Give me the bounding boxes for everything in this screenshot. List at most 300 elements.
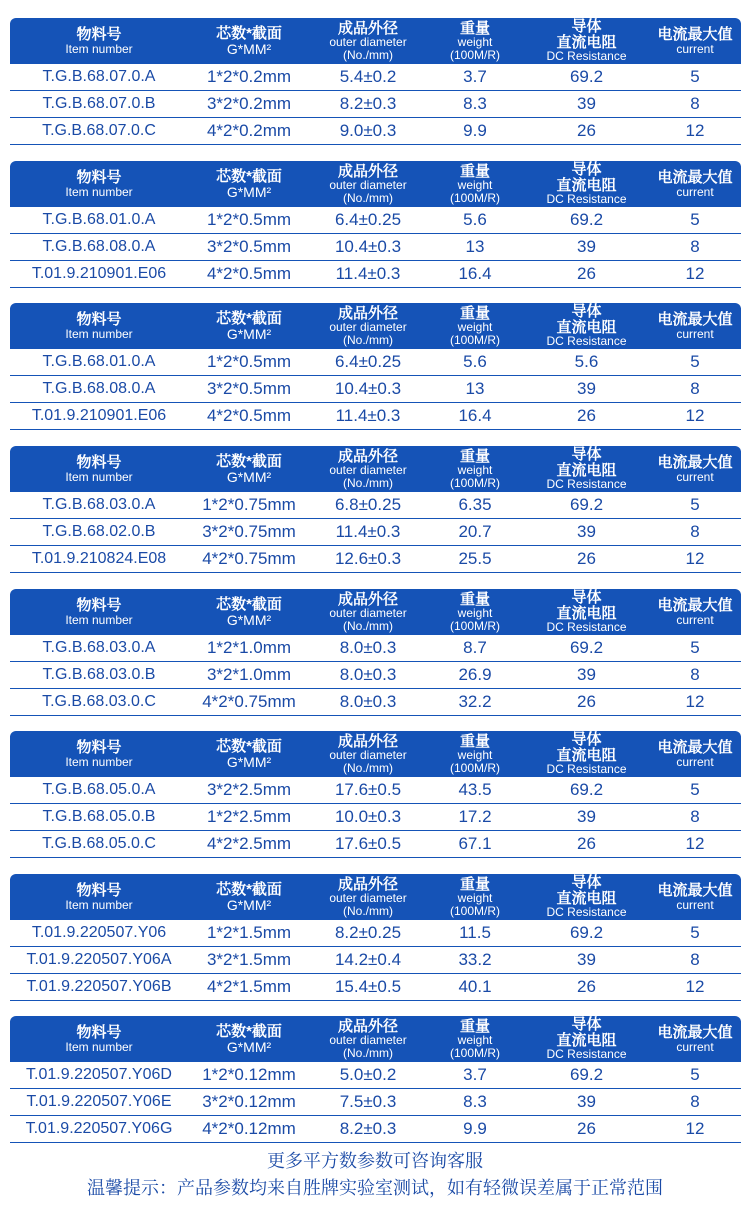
- header-label: current: [676, 1039, 714, 1054]
- cell-item-number: T.G.B.68.03.0.C: [42, 693, 156, 710]
- header-label: (100M/R): [449, 760, 500, 775]
- spec-table: [10, 446, 741, 573]
- header-outer-diameter: [310, 446, 426, 492]
- header-label: weight: [457, 35, 493, 50]
- header-label: 芯数*截面: [216, 309, 282, 327]
- header-item-number: [10, 18, 188, 64]
- cell-core-section: 4*2*0.75mm: [202, 549, 296, 568]
- cell-dc-resistance: 39: [577, 950, 596, 969]
- cell-core-section: 3*2*1.5mm: [206, 950, 292, 969]
- table-row: [10, 403, 741, 430]
- header-item-number: [10, 161, 188, 207]
- cell-outer-diameter: 6.4±0.25: [334, 352, 402, 371]
- header-label: 物料号: [76, 596, 122, 614]
- header-label: G*MM²: [226, 183, 272, 200]
- table-row: [10, 207, 741, 234]
- header-label: Item number: [65, 754, 133, 769]
- header-label: DC Resistance: [546, 620, 627, 635]
- cell-max-current: 12: [685, 1119, 705, 1138]
- cell-core-section: 1*2*0.2mm: [206, 67, 292, 86]
- header-max-current: [649, 731, 741, 777]
- header-label: Item number: [65, 41, 133, 56]
- table-row: [10, 376, 741, 403]
- header-label: 成品外径: [337, 1017, 398, 1035]
- cell-dc-resistance: 39: [577, 665, 596, 684]
- header-label: 重量: [459, 875, 490, 893]
- cell-outer-diameter: 5.0±0.2: [339, 1065, 397, 1084]
- header-label: 直流电阻: [556, 889, 617, 907]
- cell-max-current: 8: [690, 807, 700, 826]
- spec-table: [10, 18, 741, 145]
- header-label: Item number: [65, 897, 133, 912]
- cell-item-number: T.G.B.68.07.0.C: [42, 122, 156, 139]
- header-core-section: [188, 589, 310, 635]
- table-row: [10, 635, 741, 662]
- cell-dc-resistance: 39: [577, 237, 596, 256]
- cell-dc-resistance: 26: [577, 977, 596, 996]
- cell-outer-diameter: 8.2±0.25: [334, 923, 402, 942]
- header-label: 电流最大值: [657, 168, 733, 186]
- footer-note: 温馨提示：产品参数均来自胜牌实验室测试，如有轻微误差属于正常范围: [87, 1178, 663, 1198]
- header-outer-diameter: [310, 1016, 426, 1062]
- cell-outer-diameter: 8.0±0.3: [339, 692, 397, 711]
- cell-core-section: 1*2*0.12mm: [202, 1065, 296, 1084]
- header-item-number: [10, 303, 188, 349]
- header-weight: [426, 18, 524, 64]
- header-label: current: [676, 754, 714, 769]
- table-row: [10, 831, 741, 858]
- cell-core-section: 3*2*2.5mm: [206, 780, 292, 799]
- header-label: DC Resistance: [546, 1047, 627, 1062]
- cell-dc-resistance: 39: [577, 1092, 596, 1111]
- cell-weight: 6.35: [458, 495, 492, 514]
- header-label: (No./mm): [343, 760, 393, 775]
- cell-item-number: T.G.B.68.08.0.A: [42, 238, 156, 255]
- header-label: G*MM²: [226, 753, 272, 770]
- table-row: [10, 519, 741, 546]
- cell-outer-diameter: 17.6±0.5: [334, 780, 402, 799]
- header-dc-resistance: [524, 446, 649, 492]
- cell-weight: 5.6: [463, 352, 487, 371]
- cell-weight: 25.5: [458, 549, 492, 568]
- header-dc-resistance: [524, 18, 649, 64]
- table-row: [10, 1116, 741, 1143]
- header-label: weight: [457, 320, 493, 335]
- header-dc-resistance: [524, 874, 649, 920]
- cell-weight: 67.1: [458, 834, 492, 853]
- table-header: [10, 446, 741, 492]
- cell-dc-resistance: 69.2: [569, 495, 604, 514]
- spec-table: [10, 874, 741, 1001]
- header-label: current: [676, 612, 714, 627]
- cell-weight: 16.4: [458, 264, 492, 283]
- header-label: (No./mm): [343, 332, 393, 347]
- table-row: [10, 492, 741, 519]
- cell-item-number: T.G.B.68.07.0.B: [42, 95, 156, 112]
- header-label: DC Resistance: [546, 477, 627, 492]
- cell-weight: 40.1: [458, 977, 492, 996]
- cell-max-current: 5: [690, 495, 700, 514]
- cell-weight: 32.2: [458, 692, 492, 711]
- header-label: 直流电阻: [556, 604, 617, 622]
- header-label: current: [676, 41, 714, 56]
- cell-dc-resistance: 26: [577, 549, 596, 568]
- cell-outer-diameter: 9.0±0.3: [339, 121, 397, 140]
- header-dc-resistance: [524, 161, 649, 207]
- table-row: [10, 777, 741, 804]
- cell-outer-diameter: 10.4±0.3: [334, 237, 402, 256]
- cell-item-number: T.01.9.220507.Y06B: [26, 978, 172, 995]
- header-outer-diameter: [310, 731, 426, 777]
- cell-item-number: T.G.B.68.07.0.A: [42, 68, 156, 85]
- cell-weight: 8.7: [463, 638, 487, 657]
- cell-dc-resistance: 69.2: [569, 1065, 604, 1084]
- cell-outer-diameter: 14.2±0.4: [334, 950, 402, 969]
- cell-max-current: 8: [690, 94, 700, 113]
- header-label: 重量: [459, 447, 490, 465]
- header-label: 导体: [571, 873, 602, 891]
- cell-outer-diameter: 11.4±0.3: [335, 264, 401, 283]
- header-outer-diameter: [310, 589, 426, 635]
- header-label: (100M/R): [449, 190, 500, 205]
- cell-outer-diameter: 6.8±0.25: [334, 495, 402, 514]
- header-label: 重量: [459, 732, 490, 750]
- cell-core-section: 4*2*1.5mm: [206, 977, 292, 996]
- cell-core-section: 1*2*1.5mm: [206, 923, 292, 942]
- cell-max-current: 8: [690, 522, 700, 541]
- header-label: (No./mm): [343, 475, 393, 490]
- header-label: weight: [457, 1033, 493, 1048]
- header-label: 重量: [459, 304, 490, 322]
- cell-item-number: T.G.B.68.03.0.B: [42, 666, 156, 683]
- header-item-number: [10, 589, 188, 635]
- header-dc-resistance: [524, 303, 649, 349]
- header-label: 电流最大值: [657, 453, 733, 471]
- header-label: 电流最大值: [657, 25, 733, 43]
- cell-core-section: 4*2*0.75mm: [202, 692, 296, 711]
- cell-core-section: 1*2*1.0mm: [206, 638, 292, 657]
- spec-table: [10, 589, 741, 716]
- table-header: [10, 303, 741, 349]
- header-label: DC Resistance: [546, 905, 627, 920]
- header-label: 成品外径: [337, 732, 398, 750]
- table-row: [10, 546, 741, 573]
- table-row: [10, 64, 741, 91]
- cell-max-current: 8: [690, 1092, 700, 1111]
- cell-core-section: 1*2*0.75mm: [202, 495, 296, 514]
- cell-dc-resistance: 39: [577, 94, 596, 113]
- header-label: (100M/R): [449, 332, 500, 347]
- cell-outer-diameter: 11.4±0.3: [335, 522, 401, 541]
- cell-max-current: 5: [690, 923, 700, 942]
- header-label: 电流最大值: [657, 881, 733, 899]
- header-label: (No./mm): [343, 618, 393, 633]
- header-label: 成品外径: [337, 447, 398, 465]
- header-dc-resistance: [524, 731, 649, 777]
- header-max-current: [649, 874, 741, 920]
- header-label: (No./mm): [343, 47, 393, 62]
- header-label: 成品外径: [337, 590, 398, 608]
- cell-max-current: 5: [690, 780, 700, 799]
- header-weight: [426, 303, 524, 349]
- header-outer-diameter: [310, 303, 426, 349]
- cell-item-number: T.G.B.68.03.0.A: [42, 639, 156, 656]
- header-label: DC Resistance: [546, 192, 627, 207]
- cell-dc-resistance: 26: [577, 264, 596, 283]
- header-label: G*MM²: [226, 896, 272, 913]
- header-label: DC Resistance: [546, 334, 627, 349]
- header-label: outer diameter: [329, 748, 407, 763]
- header-label: (No./mm): [343, 1045, 393, 1060]
- header-label: 芯数*截面: [216, 595, 282, 613]
- cell-weight: 16.4: [458, 406, 492, 425]
- cell-outer-diameter: 10.0±0.3: [334, 807, 402, 826]
- header-label: 直流电阻: [556, 33, 617, 51]
- header-label: weight: [457, 891, 493, 906]
- cell-core-section: 4*2*0.5mm: [206, 264, 292, 283]
- cell-weight: 11.5: [459, 923, 491, 942]
- cell-core-section: 1*2*0.5mm: [206, 210, 292, 229]
- header-label: weight: [457, 463, 493, 478]
- header-label: 成品外径: [337, 162, 398, 180]
- header-label: G*MM²: [226, 468, 272, 485]
- cell-dc-resistance: 26: [577, 121, 596, 140]
- cell-dc-resistance: 69.2: [569, 67, 604, 86]
- header-label: 物料号: [76, 310, 122, 328]
- cell-item-number: T.G.B.68.03.0.A: [42, 496, 156, 513]
- header-label: 直流电阻: [556, 176, 617, 194]
- cell-weight: 8.3: [463, 94, 487, 113]
- header-label: 电流最大值: [657, 596, 733, 614]
- header-core-section: [188, 18, 310, 64]
- cell-max-current: 5: [690, 67, 700, 86]
- cell-dc-resistance: 26: [577, 1119, 596, 1138]
- header-label: 物料号: [76, 25, 122, 43]
- header-weight: [426, 1016, 524, 1062]
- cell-outer-diameter: 5.4±0.2: [339, 67, 397, 86]
- header-label: 物料号: [76, 168, 122, 186]
- cell-outer-diameter: 8.2±0.3: [339, 1119, 397, 1138]
- cell-core-section: 3*2*0.5mm: [206, 237, 292, 256]
- header-label: current: [676, 184, 714, 199]
- header-label: 物料号: [76, 881, 122, 899]
- cell-core-section: 4*2*0.2mm: [206, 121, 292, 140]
- table-header: [10, 1016, 741, 1062]
- table-row: [10, 947, 741, 974]
- header-label: 导体: [571, 730, 602, 748]
- cell-weight: 5.6: [463, 210, 487, 229]
- cell-core-section: 3*2*0.5mm: [206, 379, 292, 398]
- header-label: (No./mm): [343, 190, 393, 205]
- header-label: Item number: [65, 1039, 133, 1054]
- cell-outer-diameter: 8.0±0.3: [339, 638, 397, 657]
- cell-weight: 33.2: [458, 950, 492, 969]
- cell-weight: 9.9: [463, 121, 487, 140]
- cell-outer-diameter: 7.5±0.3: [339, 1092, 397, 1111]
- cell-item-number: T.G.B.68.02.0.B: [42, 523, 156, 540]
- header-core-section: [188, 446, 310, 492]
- header-core-section: [188, 874, 310, 920]
- cell-core-section: 1*2*0.5mm: [206, 352, 292, 371]
- cell-core-section: 3*2*0.12mm: [202, 1092, 296, 1111]
- header-label: (100M/R): [449, 1045, 500, 1060]
- header-label: 重量: [459, 1017, 490, 1035]
- header-label: 重量: [459, 162, 490, 180]
- cell-core-section: 3*2*1.0mm: [206, 665, 292, 684]
- header-label: outer diameter: [329, 35, 407, 50]
- footer: [0, 1148, 750, 1202]
- header-outer-diameter: [310, 18, 426, 64]
- header-label: Item number: [65, 326, 133, 341]
- cell-max-current: 8: [690, 665, 700, 684]
- cell-core-section: 4*2*0.5mm: [206, 406, 292, 425]
- cell-outer-diameter: 10.4±0.3: [334, 379, 402, 398]
- header-label: (100M/R): [449, 618, 500, 633]
- table-row: [10, 1089, 741, 1116]
- cell-core-section: 1*2*2.5mm: [206, 807, 292, 826]
- cell-weight: 13: [465, 379, 485, 398]
- cell-item-number: T.01.9.220507.Y06E: [26, 1093, 172, 1110]
- header-label: 导体: [571, 588, 602, 606]
- spec-table: [10, 1016, 741, 1143]
- cell-core-section: 4*2*0.12mm: [202, 1119, 296, 1138]
- cell-dc-resistance: 39: [577, 379, 596, 398]
- header-weight: [426, 161, 524, 207]
- table-header: [10, 874, 741, 920]
- cell-max-current: 5: [690, 210, 700, 229]
- spec-table: [10, 731, 741, 858]
- cell-outer-diameter: 8.0±0.3: [339, 665, 397, 684]
- header-label: G*MM²: [226, 40, 272, 57]
- table-row: [10, 349, 741, 376]
- header-weight: [426, 589, 524, 635]
- header-label: outer diameter: [329, 606, 407, 621]
- cell-item-number: T.G.B.68.05.0.C: [42, 835, 156, 852]
- cell-outer-diameter: 8.2±0.3: [339, 94, 397, 113]
- header-max-current: [649, 303, 741, 349]
- header-label: outer diameter: [329, 320, 407, 335]
- header-label: DC Resistance: [546, 762, 627, 777]
- table-header: [10, 18, 741, 64]
- cell-item-number: T.G.B.68.01.0.A: [42, 211, 156, 228]
- header-label: 重量: [459, 19, 490, 37]
- header-label: Item number: [65, 184, 133, 199]
- cell-dc-resistance: 26: [577, 406, 596, 425]
- header-label: 导体: [571, 160, 602, 178]
- header-label: (100M/R): [449, 475, 500, 490]
- cell-core-section: 4*2*2.5mm: [206, 834, 292, 853]
- header-label: 物料号: [76, 453, 122, 471]
- table-row: [10, 689, 741, 716]
- cell-outer-diameter: 6.4±0.25: [334, 210, 402, 229]
- header-weight: [426, 731, 524, 777]
- cell-weight: 8.3: [463, 1092, 487, 1111]
- cell-max-current: 5: [690, 638, 700, 657]
- cell-item-number: T.01.9.210824.E08: [31, 550, 167, 567]
- header-item-number: [10, 731, 188, 777]
- header-label: 电流最大值: [657, 1023, 733, 1041]
- header-label: DC Resistance: [546, 49, 627, 64]
- cell-weight: 3.7: [463, 67, 487, 86]
- header-core-section: [188, 1016, 310, 1062]
- header-core-section: [188, 303, 310, 349]
- cell-max-current: 8: [690, 379, 700, 398]
- table-header: [10, 161, 741, 207]
- header-label: 芯数*截面: [216, 1022, 282, 1040]
- table-row: [10, 920, 741, 947]
- cell-dc-resistance: 69.2: [569, 923, 604, 942]
- header-item-number: [10, 1016, 188, 1062]
- header-label: outer diameter: [329, 1033, 407, 1048]
- header-label: weight: [457, 178, 493, 193]
- header-label: 直流电阻: [556, 1031, 617, 1049]
- header-outer-diameter: [310, 161, 426, 207]
- cell-dc-resistance: 69.2: [569, 638, 604, 657]
- cell-dc-resistance: 26: [577, 834, 596, 853]
- cell-item-number: T.01.9.220507.Y06G: [25, 1120, 173, 1137]
- cell-max-current: 12: [685, 406, 705, 425]
- cell-max-current: 5: [690, 1065, 700, 1084]
- header-label: G*MM²: [226, 611, 272, 628]
- cell-weight: 43.5: [458, 780, 492, 799]
- spec-table: [10, 161, 741, 288]
- cell-max-current: 12: [685, 692, 705, 711]
- cell-item-number: T.G.B.68.08.0.A: [42, 380, 156, 397]
- cell-item-number: T.01.9.220507.Y06A: [26, 951, 172, 968]
- header-label: weight: [457, 606, 493, 621]
- cell-weight: 13: [465, 237, 485, 256]
- header-label: (No./mm): [343, 903, 393, 918]
- header-label: current: [676, 326, 714, 341]
- cell-max-current: 12: [685, 264, 705, 283]
- header-max-current: [649, 446, 741, 492]
- header-label: (100M/R): [449, 903, 500, 918]
- header-label: 直流电阻: [556, 318, 617, 336]
- header-label: 芯数*截面: [216, 880, 282, 898]
- header-label: outer diameter: [329, 178, 407, 193]
- header-label: weight: [457, 748, 493, 763]
- cell-dc-resistance: 69.2: [569, 780, 604, 799]
- table-row: [10, 974, 741, 1001]
- table-row: [10, 804, 741, 831]
- header-label: Item number: [65, 612, 133, 627]
- cell-max-current: 12: [685, 977, 705, 996]
- header-label: 直流电阻: [556, 746, 617, 764]
- cell-weight: 3.7: [463, 1065, 487, 1084]
- header-label: 芯数*截面: [216, 737, 282, 755]
- header-max-current: [649, 18, 741, 64]
- header-label: outer diameter: [329, 463, 407, 478]
- cell-max-current: 8: [690, 950, 700, 969]
- header-label: 成品外径: [337, 875, 398, 893]
- cell-core-section: 3*2*0.75mm: [202, 522, 296, 541]
- header-label: 重量: [459, 590, 490, 608]
- cell-core-section: 3*2*0.2mm: [206, 94, 292, 113]
- cell-item-number: T.01.9.220507.Y06D: [26, 1066, 172, 1083]
- header-label: 成品外径: [337, 304, 398, 322]
- header-core-section: [188, 161, 310, 207]
- header-dc-resistance: [524, 589, 649, 635]
- header-label: 物料号: [76, 1023, 122, 1041]
- table-row: [10, 234, 741, 261]
- cell-item-number: T.G.B.68.01.0.A: [42, 353, 156, 370]
- cell-outer-diameter: 12.6±0.3: [334, 549, 402, 568]
- header-label: G*MM²: [226, 325, 272, 342]
- table-row: [10, 261, 741, 288]
- header-item-number: [10, 446, 188, 492]
- cell-weight: 17.2: [458, 807, 492, 826]
- header-item-number: [10, 874, 188, 920]
